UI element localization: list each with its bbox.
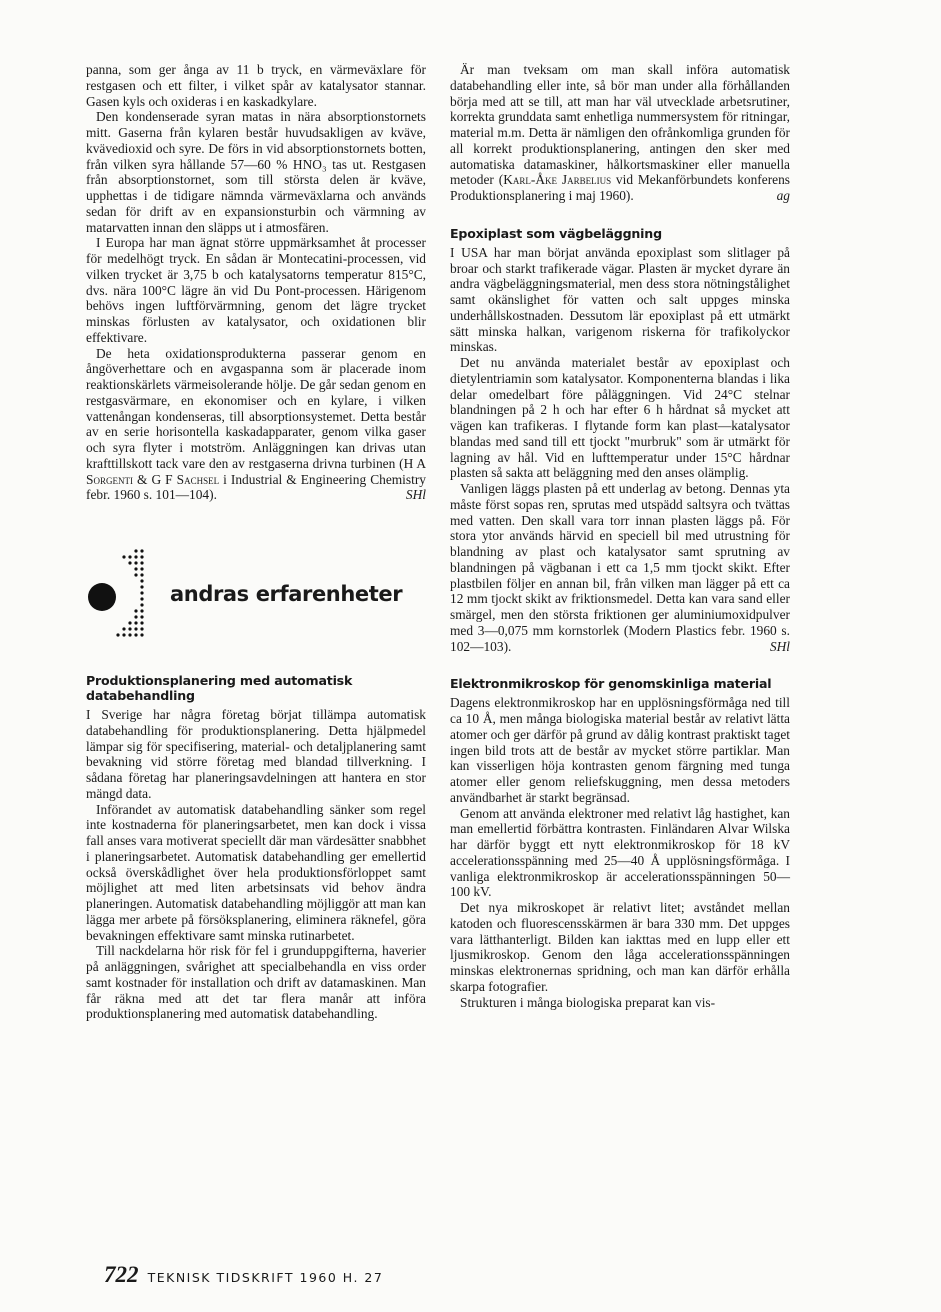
paragraph: I Sverige har några företag börjat tillämpa automatisk databehandling för produktionsplanering. Detta hjälpmedel lämpar sig för specifisering, material- och detaljplanering samt bevakning vid större företag med blandad tillverkning. I sådana företag har planeringsavdelningen att hantera en stor mängd data. — [86, 707, 426, 801]
article-heading: Epoxiplast som vägbeläggning — [450, 225, 662, 241]
paragraph: Genom att använda elektroner med relativt låg hastighet, kan man emellertid förbättra kontrasten. Finländaren Alvar Wilska har därför byggt ett nytt elektronmikroskop för 18 kV accelerationsspänning med 25—40 Å upplösningsförmåga. I vanliga elektronmikroskop är accelerationsspänningen 50—100 kV. — [450, 805, 790, 900]
left-column — [86, 62, 426, 1022]
paragraph: Det nu använda materialet består av epoxiplast och dietylentriamin som katalysator. Komponenterna blandas i lika delar omedelbart före påläggningen. Vid 24°C stelnar blandningen på 2 h och har efter 6 h hårdnat så mycket att vägen kan trafikeras. I flytande form kan plast—katalysator blandas med sand till ett tjockt "murbruk" som är utmärkt för lagning av hål. Vid en lufttemperatur under 15°C hårdnar plasten så sakta att beläggning med den anses olämplig. — [450, 355, 790, 481]
text-run: De heta oxidationsprodukterna passerar genom en ångöverhettare och en avgaspanna som är placerade inom reaktionskärlets värmeisolerande hölje. De går sedan genom en restgasvärmare, en ekonomiser och en kylare, i vilken vattenångan kondenseras, till absorptionsystemet. Detta består av en serie horisontella kaskadapparater, genom vilka gaser och syra flyter i motström. Anläggningen kan drivas utan krafttillskott tack vare den av restgaserna drivna turbinen (H A — [86, 345, 426, 471]
text-run: vid Mekanförbundets konferens Produktionsplanering i maj 1960). — [450, 172, 791, 203]
right-column — [450, 62, 790, 1010]
text-run: i Industrial & Engineering Chemistry febr. 1960 s. 101—104). — [86, 471, 426, 503]
journal-name: TEKNISK TIDSKRIFT 1960 H. 27 — [147, 1270, 384, 1285]
page-number: 722 — [104, 1262, 139, 1287]
paragraph — [450, 481, 790, 654]
author-name: Karl-Åke Jarbelius — [503, 172, 612, 188]
paragraph: Den kondenserade syran matas in nära absorptionstornets mitt. Gaserna från kylaren består huvudsakligen av kväve, kvävedioxid och syre. De förs in vid absorptionstornets botten, från vilken syra hållande 57—60 % HNO₃ tas ut. Restgasen från absorptionstornet, som till största delen är kväve, upphettas i de tidigare nämnda värmeväxlarna och används sedan för drift av en expansionsturbin och värmning av matarvatten innan den släpps ut i atmosfären. — [86, 109, 426, 235]
paragraph: I USA har man börjat använda epoxiplast som slitlager på broar och starkt trafikerade vägar. Plasten är mycket dyrare än andra vägbeläggningsmaterial, men dess stora nötningstålighet samt okänslighet för vatten och salt uppges minska underhållskostnaden. Dessutom lär epoxiplast på ett utmärkt sätt minska halkan, varigenom riskerna för trafikolyckor minskas. — [450, 244, 790, 355]
paragraph: Till nackdelarna hör risk för fel i grunduppgifterna, haverier på anläggningen, svårighet att specialbehandla en viss order samt kostnader för installation och drift av datamaskinen. Man får räkna med att det tar flera manår att införa produktionsplanering med automatisk databehandling. — [86, 943, 426, 1022]
author-name: Sorgenti — [86, 471, 133, 487]
paragraph: Dagens elektronmikroskop har en upplösningsförmåga ned till ca 10 Å, men många biologiska material består av relativt lätta atomer och ger därför på grund av dålig kontrast praktiskt taget ingen bild trots att de består av mycket större partiklar. Man kan visserligen höja kontrasten genom färgning med tunga atomer eller genom reliefskuggning, men dessa metoders användbarhet är starkt begränsad. — [450, 695, 790, 805]
article-heading: Produktionsplanering med automatisk databehandling — [86, 673, 353, 703]
black-dot-icon — [88, 583, 116, 611]
paragraph: Strukturen i många biologiska preparat kan vis- — [460, 994, 716, 1010]
paragraph: Det nya mikroskopet är relativt litet; avståndet mellan katoden och fluorescensskärmen är bara 330 mm. Det uppges vara lätthanterligt. Bilden kan iakttas med en lupp eller ett ljusmikroskop. Genom den låga accelerationsspänningen minskas elektronernas spridning, och man kan därför erhålla skarpa fotografier. — [450, 900, 790, 994]
signature: SHl — [769, 638, 790, 654]
paragraph — [86, 346, 426, 504]
author-name: Sachsel — [176, 471, 220, 487]
paragraph: I Europa har man ägnat större uppmärksamhet åt processer för medelhögt tryck. En sådan är Montecatini-processen, vid vilken trycket är 3,75 b och katalysatorns temperatur 815°C, dvs. nära 100°C lägre än vid Du Pont-processen. Härigenom behövs ingen luftförvärmning, genom det lägre trycket minskas förlusten av katalysator, och oxidationen blir effektivare. — [86, 235, 426, 345]
signature: ag — [776, 188, 790, 203]
paragraph — [450, 62, 790, 204]
paragraph: Införandet av automatisk databehandling sänker som regel inte kostnaderna för planeringsarbetet, men kan dock i vissa fall anses vara motiverat speciellt där man värdesätter snabbhet i planeringsarbetet. Automatisk databehandling ger emellertid också överskådlighet över hela produktionsförloppet samt möjlighet att med liten arbetsinsats vid behov ändra planeringen. Automatisk databehandling möjliggör att man kan lägga mer arbete på försöksplanering, eliminera räknefel, göra bevakningen effektivare samt minska rutinarbetet. — [86, 801, 426, 943]
text-run: Vanligen läggs plasten på ett underlag av betong. Dennas yta måste först sopas ren, sprutas med utspädd saltsyra och tvättas med vatten. Den skall vara torr innan plasten läggs på. För stora ytor används härvid en speciell bil med utrustning för blandning av plast och katalysator samt sprutning av blandningen på vägbanan i ett ca 1,5 mm tjockt skikt. Efter plastbilen följer en annan bil, från vilken man lägger på ett ca 12 mm tjockt skikt av friktionsmedel. Detta kan vara sand eller smärgel, men den största friktionen ger aluminiumoxidpulver med 3—0,075 mm kornstorlek (Modern Plastics febr. 1960 s. 102—103). — [450, 481, 790, 654]
paragraph: panna, som ger ånga av 11 b tryck, en värmeväxlare för restgasen och ett filter, i vilket spår av katalysator stannar. Gasen kyls och oxideras i en kaskadkylare. — [86, 62, 426, 109]
signature: SHl — [405, 487, 426, 503]
text-run: Är man tveksam om man skall införa automatisk databehandling eller inte, så bör man under alla förhållanden börja med att se till, att man har väl utvecklade arbetsrutiner, korrekta grunddata samt enhetliga nummersystem för ritningar, material m.m. Detta är nämligen den ofrånkomliga grunden för all korrekt produktionsplanering, antingen den sker med automatiska datamaskiner, hålkortsmaskiner eller manuella metoder ( — [450, 62, 790, 188]
dot-pattern-icon — [116, 547, 152, 643]
section-logo — [86, 547, 426, 643]
article-heading: Elektronmikroskop för genomskinliga material — [450, 676, 772, 692]
page-footer — [104, 1262, 383, 1288]
text-run: & G F — [132, 471, 177, 487]
section-title: andras erfarenheter — [170, 582, 403, 606]
